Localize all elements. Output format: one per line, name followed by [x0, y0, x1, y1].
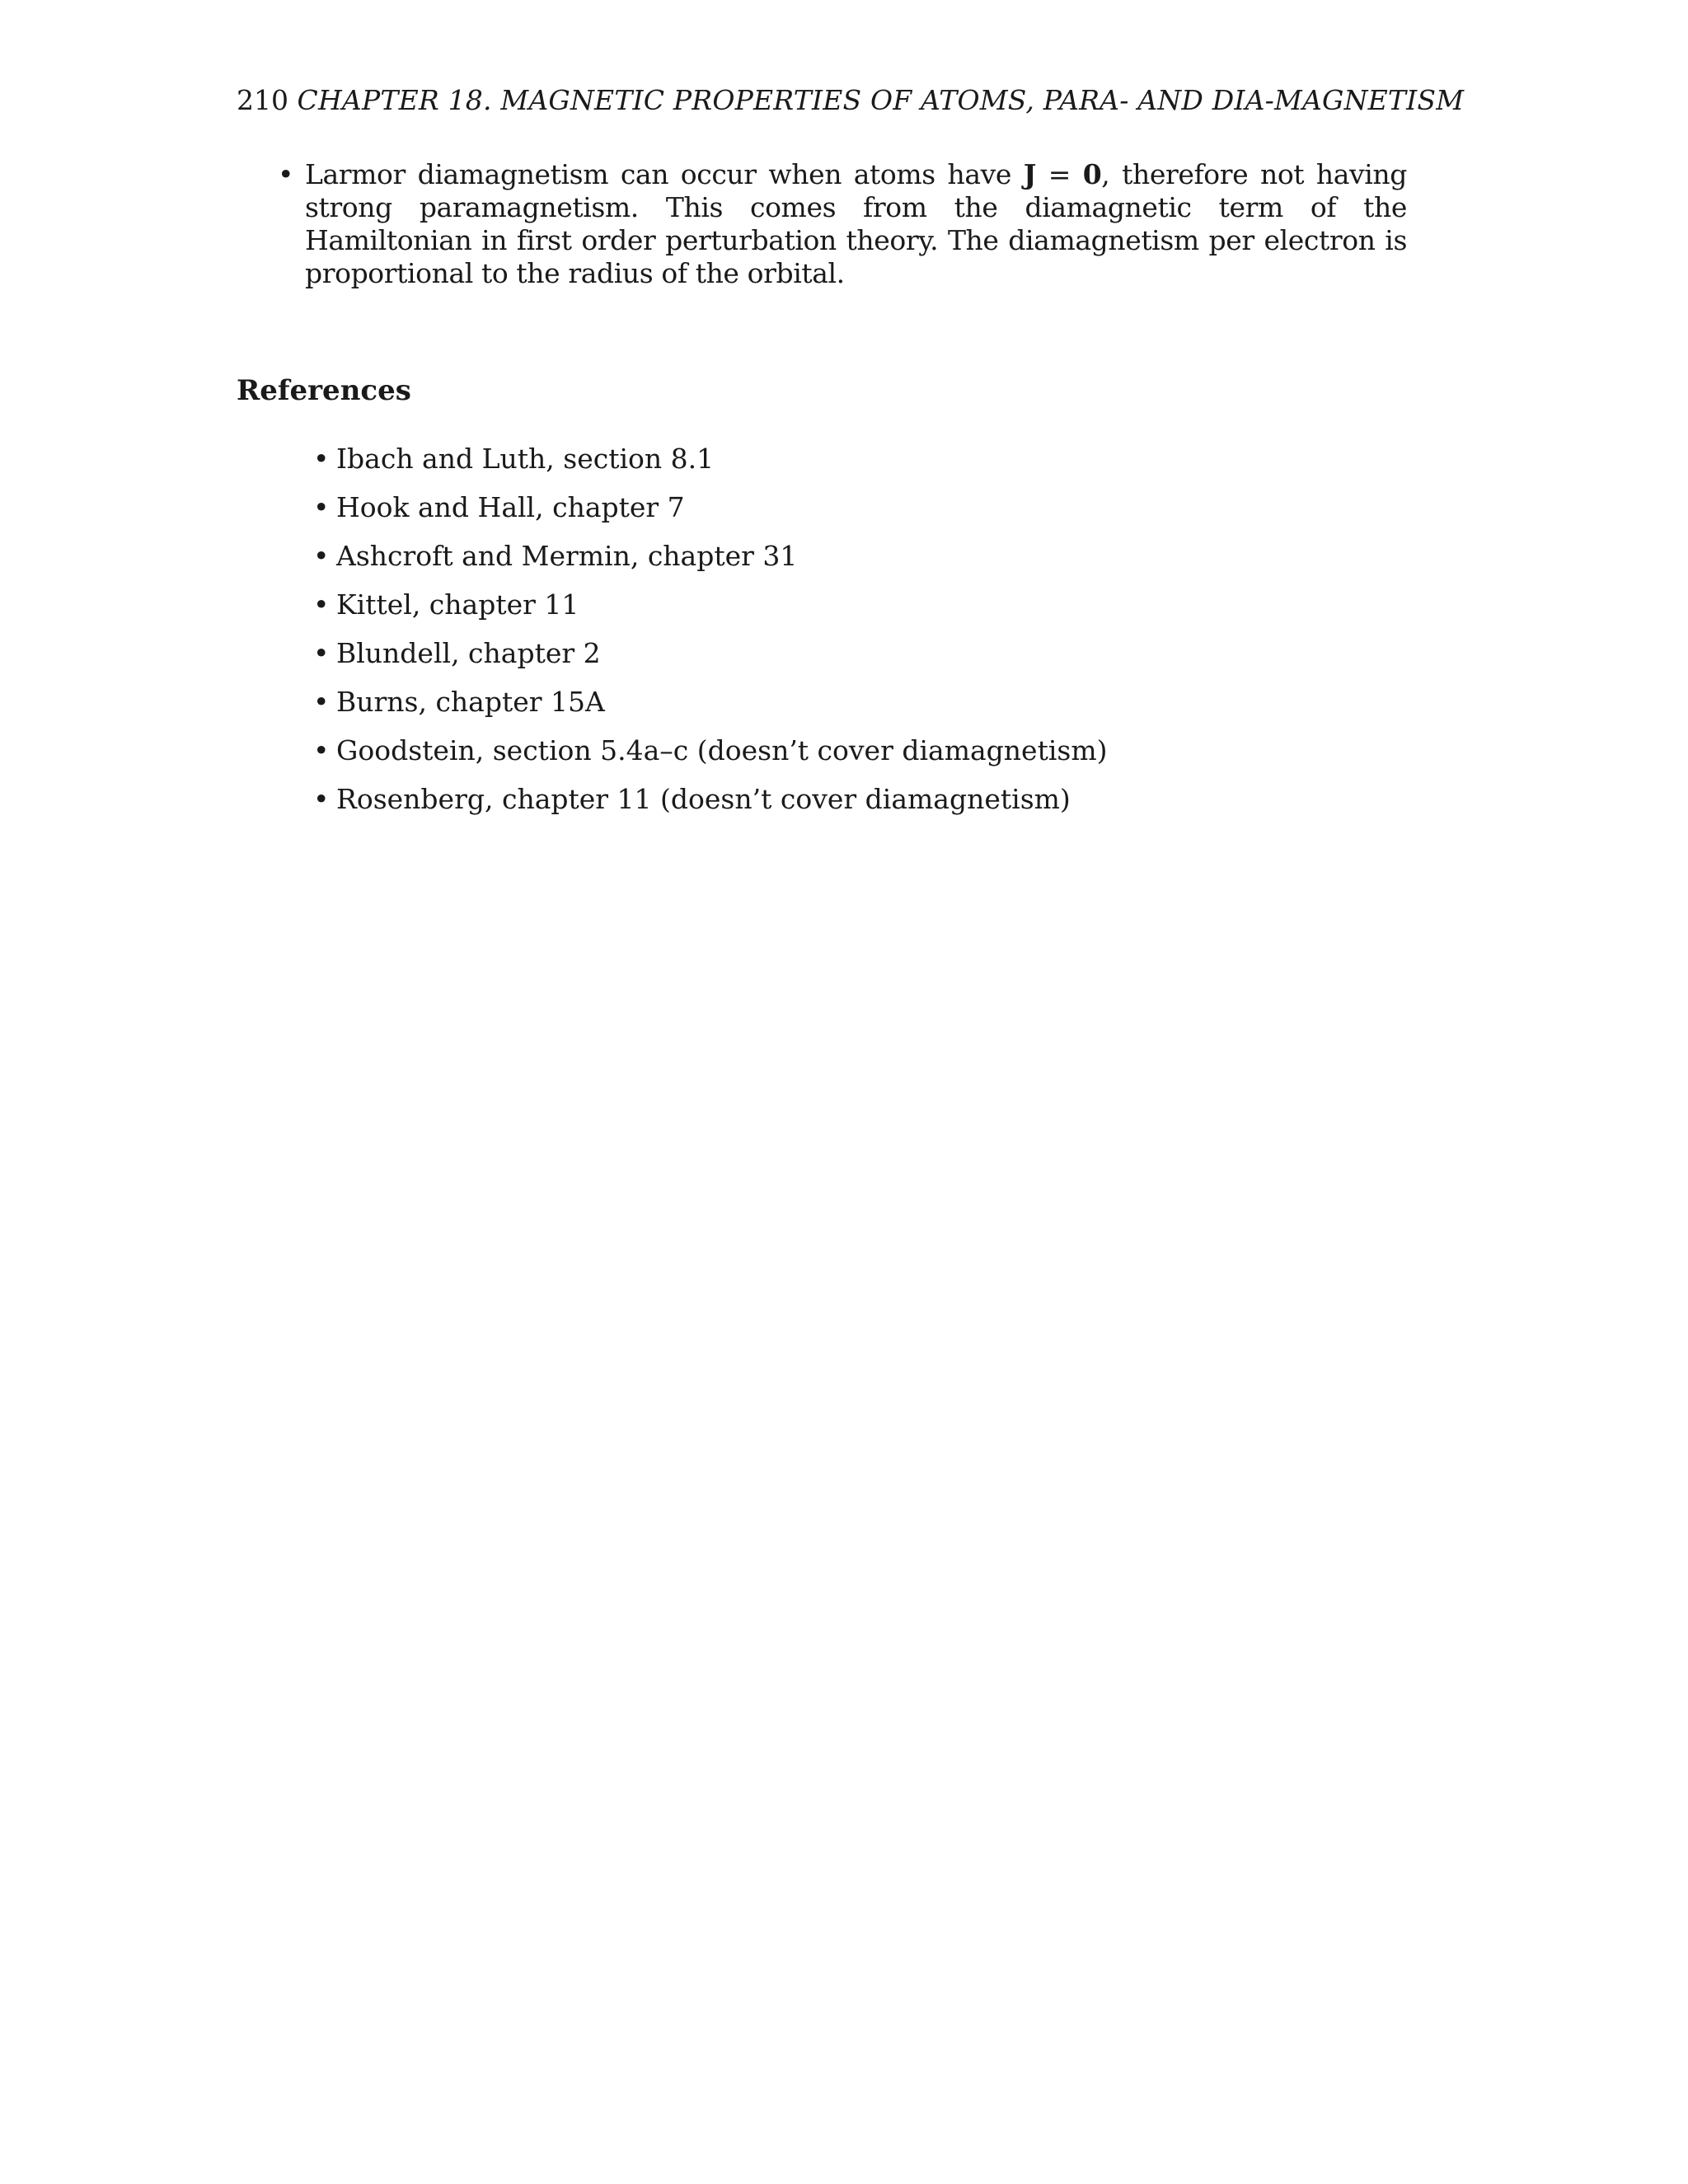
reference-item [313, 677, 1108, 726]
summary-text-before-math: Larmor diamagnetism can occur when atoms have [305, 158, 1024, 190]
bullet-icon: • [313, 588, 330, 621]
reference-text: Rosenberg, chapter 11 (doesn’t cover diamagnetism) [336, 783, 1071, 815]
reference-text: Kittel, chapter 11 [336, 588, 579, 621]
math-symbol-zero: 0 [1082, 158, 1102, 190]
reference-item [313, 434, 1108, 483]
page-number: 210 [237, 84, 288, 116]
reference-item [313, 629, 1108, 677]
bullet-icon: • [313, 540, 330, 572]
summary-text-after-math: , therefore not having strong paramagnetism. This comes from the diamagnetic term of the Hamiltonian in first order perturbation theory. The diamagnetism per electron is proportional to the radius of the orbital. [305, 158, 1407, 289]
references-list [313, 434, 1108, 823]
bullet-icon: • [313, 783, 330, 815]
bullet-icon: • [278, 158, 294, 190]
reference-item [313, 580, 1108, 629]
reference-item [313, 532, 1108, 580]
reference-item [313, 483, 1108, 532]
reference-text: Ibach and Luth, section 8.1 [336, 443, 715, 475]
math-symbol-j: J [1023, 158, 1036, 190]
references-heading: References [237, 374, 411, 407]
bullet-icon: • [313, 443, 330, 475]
running-head [237, 81, 1465, 120]
summary-list-item [278, 158, 1407, 290]
reference-text: Blundell, chapter 2 [336, 637, 601, 669]
reference-text: Burns, chapter 15A [336, 686, 605, 718]
reference-text: Hook and Hall, chapter 7 [336, 491, 685, 523]
bullet-icon: • [313, 734, 330, 766]
summary-paragraph [305, 158, 1407, 290]
bullet-icon: • [313, 637, 330, 669]
chapter-title: CHAPTER 18. MAGNETIC PROPERTIES OF ATOMS, PARA- AND DIA-MAGNETISM [297, 84, 1465, 116]
bullet-icon: • [313, 491, 330, 523]
reference-item [313, 726, 1108, 775]
reference-item [313, 775, 1108, 823]
reference-text: Goodstein, section 5.4a–c (doesn’t cover diamagnetism) [336, 734, 1108, 766]
reference-text: Ashcroft and Mermin, chapter 31 [336, 540, 798, 572]
math-equals-sign: = [1036, 158, 1083, 190]
bullet-icon: • [313, 686, 330, 718]
